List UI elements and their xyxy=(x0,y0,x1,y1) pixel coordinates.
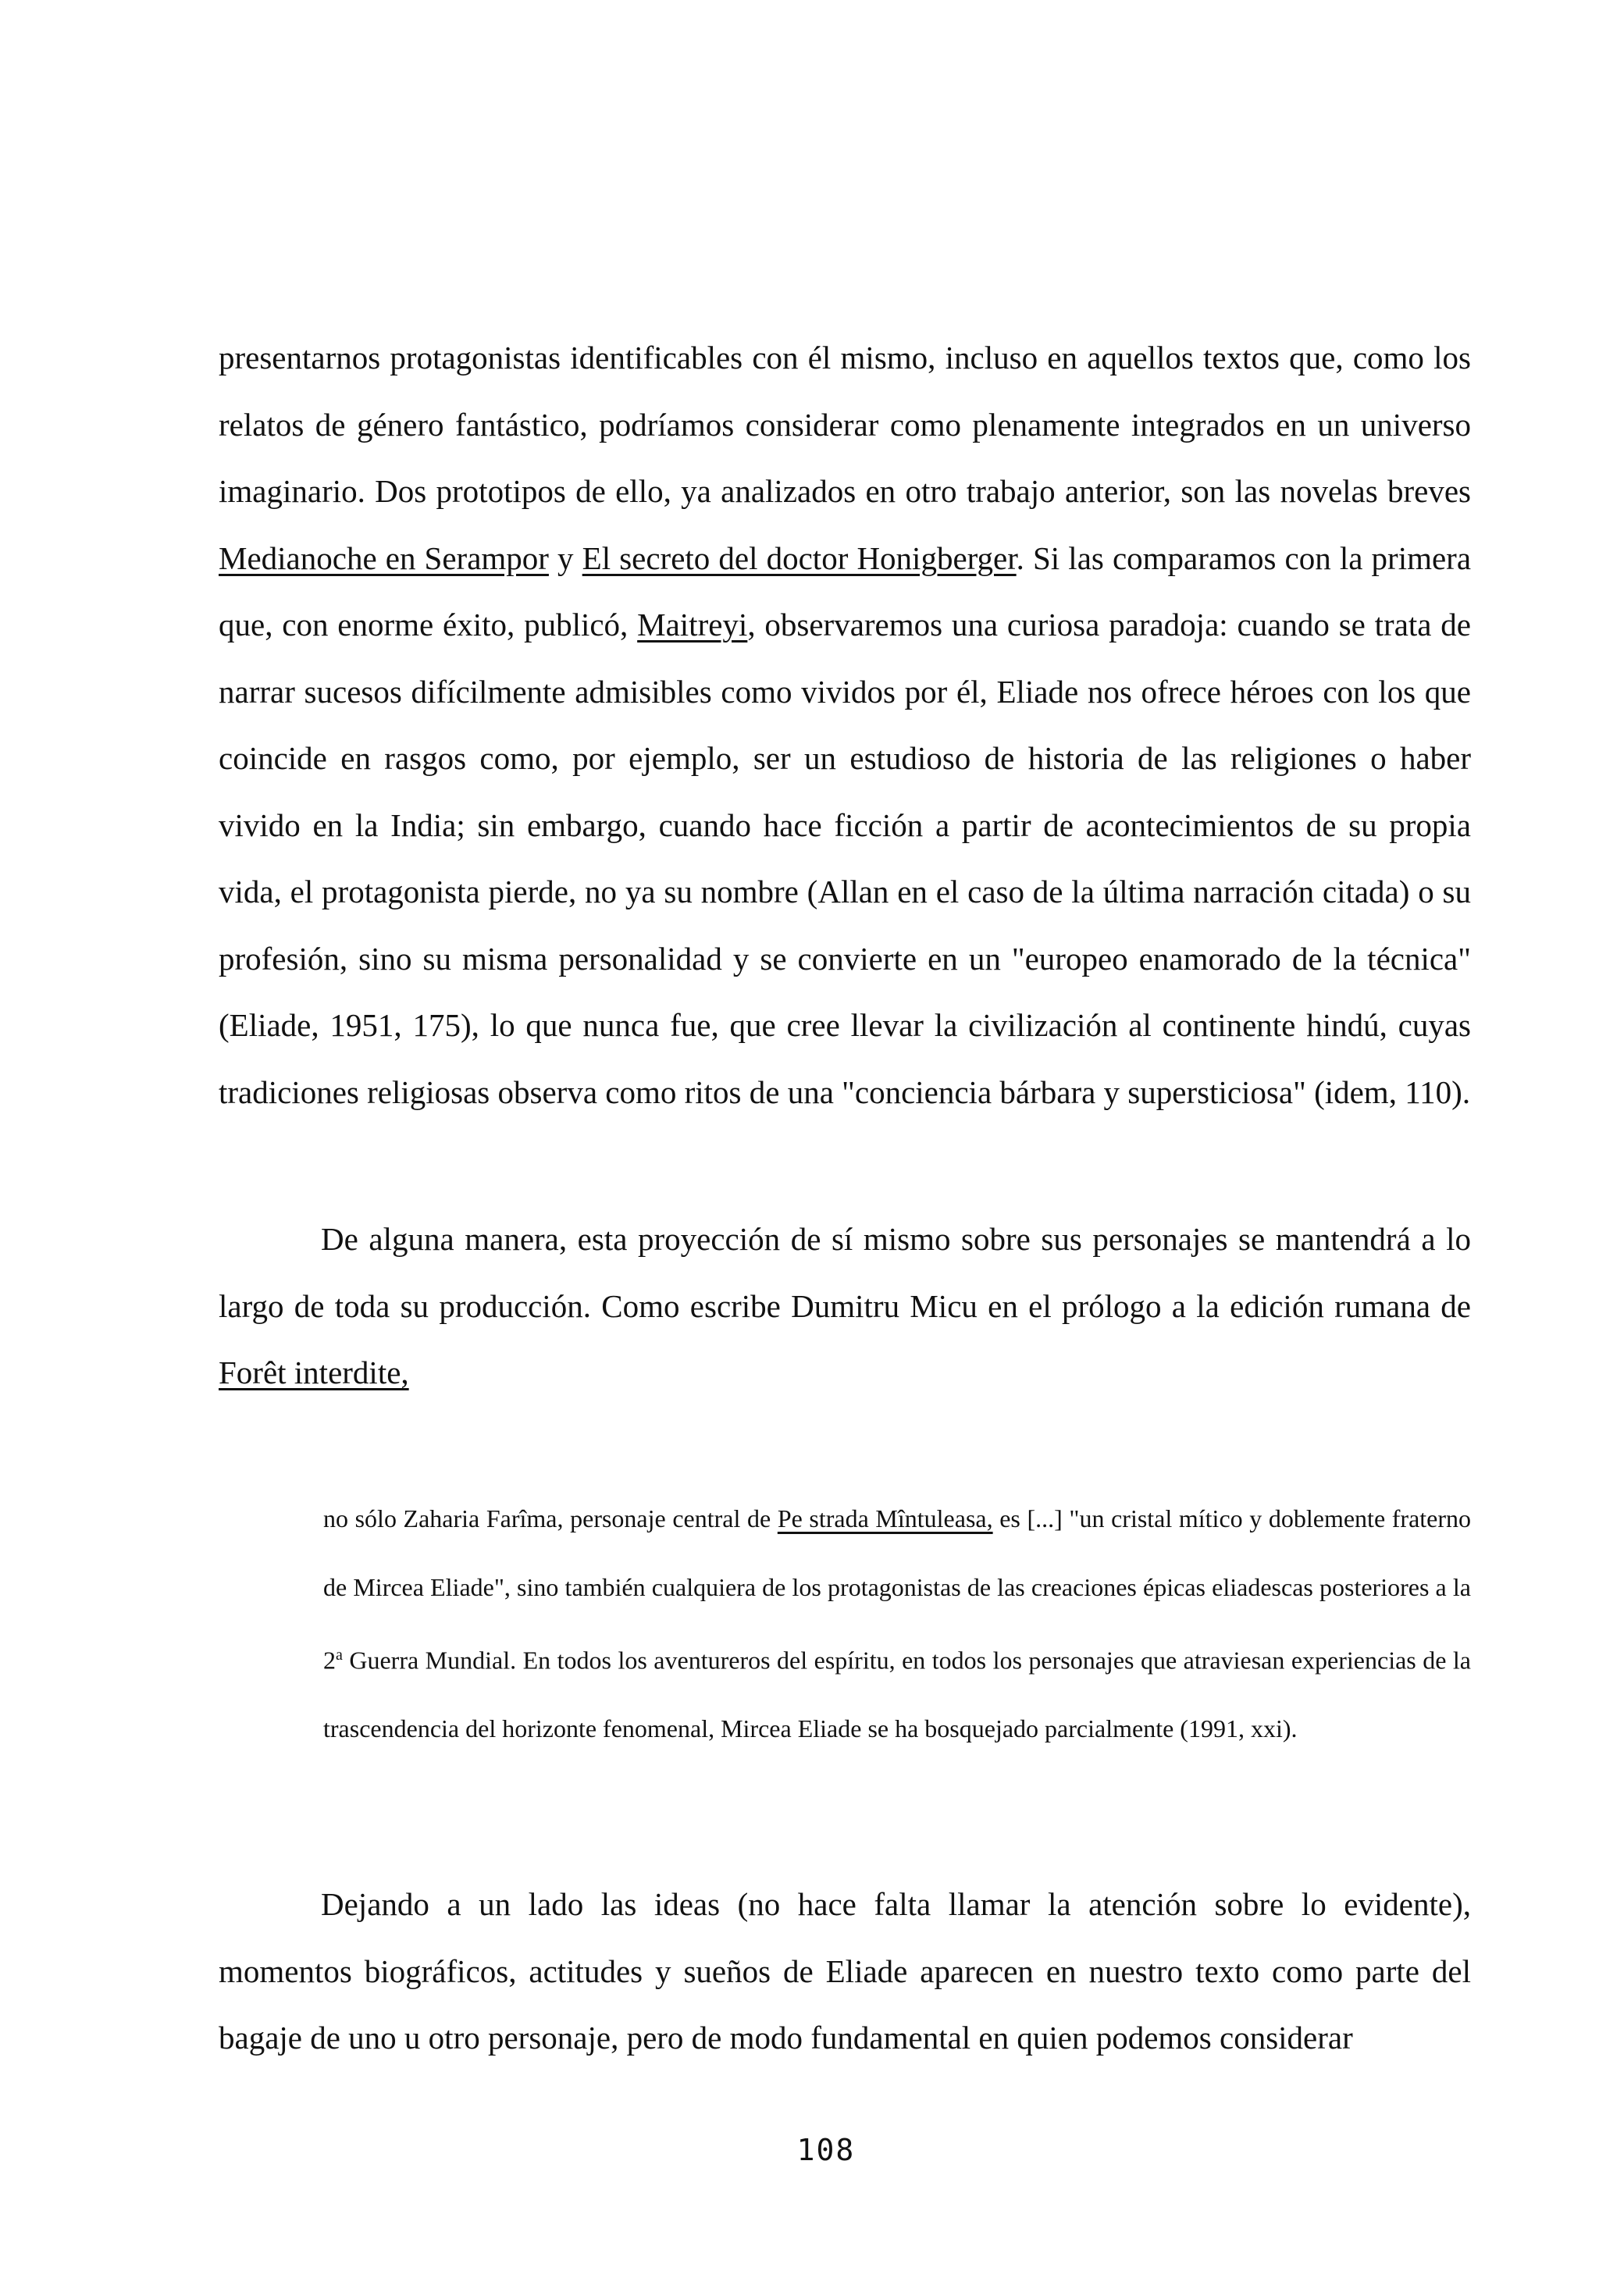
quote-text: es [...] "un cristal mítico y doblemente fraterno de Mircea Eliade", sino también cualquiera de los protagonistas de las creaciones épicas eliadescas posteriores a la 2 xyxy=(323,1504,1472,1675)
body-paragraph-2 xyxy=(219,1206,1471,1407)
book-title-foret-interdite: Forêt interdite, xyxy=(219,1354,409,1390)
paragraph-text: De alguna manera, esta proyección de sí mismo sobre sus personajes se mantendrá a lo largo de toda su producción. Como escribe Dumitru Micu en el prólogo a la edición rumana de xyxy=(219,1221,1471,1324)
book-title-pe-strada-mintuleasa: Pe strada Mîntuleasa, xyxy=(777,1504,993,1532)
book-title-medianoche-en-serampor: Medianoche en Serampor xyxy=(219,539,549,576)
body-paragraph-1 xyxy=(219,325,1471,1126)
body-paragraph-3 xyxy=(219,1871,1471,2072)
page-number: 108 xyxy=(796,2133,856,2167)
quote-text: Guerra Mundial. En todos los aventureros del espíritu, en todos los personajes que atraviesan experiencias de la trascendencia del horizonte fenomenal, Mircea Eliade se ha bosquejado parcialmente (1991, xxi). xyxy=(323,1646,1471,1743)
quote-text: no sólo Zaharia Farîma, personaje central de xyxy=(323,1504,778,1532)
paragraph-text: , observaremos una curiosa paradoja: cuando se trata de narrar sucesos difícilmente admisibles como vividos por él, Eliade nos ofrece héroes con los que coincide en rasgos como, por ejemplo, ser un estudioso de historia de las religiones o haber vivido en la India; sin embargo, cuando hace ficción a partir de acontecimientos de su propia vida, el protagonista pierde, no ya su nombre (Allan en el caso de la última narración citada) o su profesión, sino su misma personalidad y se convierte en un "europeo enamorado de la técnica" (Eliade, 1951, 175), lo que nunca fue, que cree llevar la civilización al continente hindú, cuyas tradiciones religiosas observa como ritos de una "conciencia bárbara y supersticiosa" (idem, 110). xyxy=(219,607,1472,1110)
paragraph-text: y xyxy=(548,539,582,576)
block-quote xyxy=(323,1485,1471,1764)
paragraph-text: Dejando a un lado las ideas (no hace falta llamar la atención sobre lo evidente), momentos biográficos, actitudes y sueños de Eliade aparecen en nuestro texto como parte del bagaje de uno u otro personaje, pero de modo fundamental en quien podemos considerar xyxy=(219,1886,1471,2056)
ordinal-superscript: a xyxy=(336,1646,343,1664)
paragraph-text: . Si las comparamos con la primera que, con enorme éxito, publicó, xyxy=(219,539,1472,643)
book-title-maitreyi: Maitreyi xyxy=(637,607,748,643)
book-title-el-secreto-del-doctor-honigberger: El secreto del doctor Honigberger xyxy=(582,539,1017,576)
paragraph-text: presentarnos protagonistas identificables con él mismo, incluso en aquellos textos que, como los relatos de género fantástico, podríamos considerar como plenamente integrados en un universo imaginario. Dos prototipos de ello, ya analizados en otro trabajo anterior, son las novelas breves xyxy=(219,340,1471,509)
